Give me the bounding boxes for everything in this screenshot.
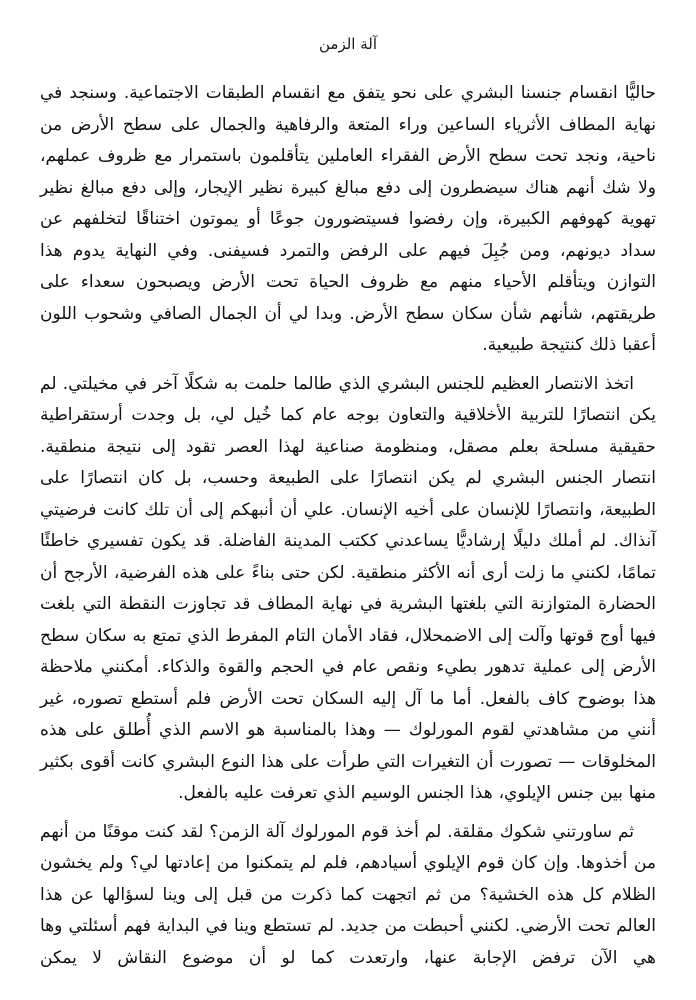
running-header-title: آلة الزمن (318, 35, 377, 53)
body-text (40, 78, 656, 974)
paragraph-1: حاليًّا انقسام جنسنا البشري على نحو يتفق مع انقسام الطبقات الاجتماعية. وسنجد في نهاية المطاف الأثرياء الساعين وراء المتعة والرفاهية والجمال على سطح الأرض من ناحية، ونجد تحت سطح الأرض الفقراء العاملين يتأقلمون باستمرار مع ظروف عملهم، ولا شك أنهم هناك سيضطرون إلى دفع مبالغ كبيرة نظير الإيجار، وإلى دفع مبالغ نظير تهوية كهوفهم الكبيرة، وإن رفضوا فسيتضورون جوعًا أو يموتون اختناقًا لتخلفهم عن سداد ديونهم، ومن جُبِلَ فيهم على الرفض والتمرد فسيفنى. وفي النهاية يدوم هذا التوازن ويتأقلم الأحياء منهم مع ظروف الحياة تحت الأرض ويصبحون سعداء على طريقتهم، شأنهم شأن سكان سطح الأرض. وبدا لي أن الجمال الصافي وشحوب اللون أعقبا ذلك كنتيجة طبيعية. (40, 83, 656, 355)
paragraph-2: اتخذ الانتصار العظيم للجنس البشري الذي طالما حلمت به شكلًا آخر في مخيلتي. لم يكن انتصارًا للتربية الأخلاقية والتعاون بوجه عام كما خُيل لي، بل وجدت أرستقراطية حقيقية مسلحة بعلم مصقل، ومنظومة صناعية لهذا العصر تقود إلى نتيجة منطقية. انتصار الجنس البشري لم يكن انتصارًا على الطبيعة وحسب، بل كان انتصارًا على الطبيعة، وانتصارًا للإنسان على أخيه الإنسان. علي أن أنبهكم إلى أن تلك كانت فرضيتي آنذاك. لم أملك دليلًا إرشاديًّا يساعدني ككتب المدينة الفاضلة. قد يكون تفسيري خاطئًا تمامًا، لكنني ما زلت أرى أنه الأكثر منطقية. لكن حتى بناءً على هذه الفرضية، الأرجح أن الحضارة المتوازنة التي بلغتها البشرية في نهاية المطاف قد تجاوزت النقطة التي بلغت فيها أوج قوتها وآلت إلى الاضمحلال، فقاد الأمان التام المفرط الذي تمتع به سكان سطح الأرض إلى عملية تدهور بطيء ونقص عام في الحجم والقوة والذكاء. أمكنني ملاحظة هذا بوضوح كاف بالفعل. أما ما آل إليه السكان تحت الأرض فلم أستطع تصوره، غير أنني من مشاهدتي لقوم المورلوك — وهذا بالمناسبة هو الاسم الذي أُطلق على هذه المخلوقات — تصورت أن التغيرات التي طرأت على هذا النوع البشري كانت أقوى بكثير منها بين جنس الإيلوي، هذا الجنس الوسيم الذي تعرفت عليه بالفعل. (40, 373, 656, 803)
paragraph-3: ثم ساورتني شكوك مقلقة. لم أخذ قوم المورلوك آلة الزمن؟ لقد كنت موقنًا من أنهم من أخذوها. وإن كان قوم الإيلوي أسيادهم، فلم لم يتمكنوا من إعادتها لي؟ ولم يخشون الظلام كل هذه الخشية؟ من ثم اتجهت كما ذكرت من قبل إلى وينا لسؤالها عن هذا العالم تحت الأرضي. لكنني أحبطت من جديد. لم تستطع وينا في البداية فهم أسئلتي وها هي الآن ترفض الإجابة عنها، وارتعدت كما لو أن موضوع النقاش لا يمكن (40, 821, 656, 968)
